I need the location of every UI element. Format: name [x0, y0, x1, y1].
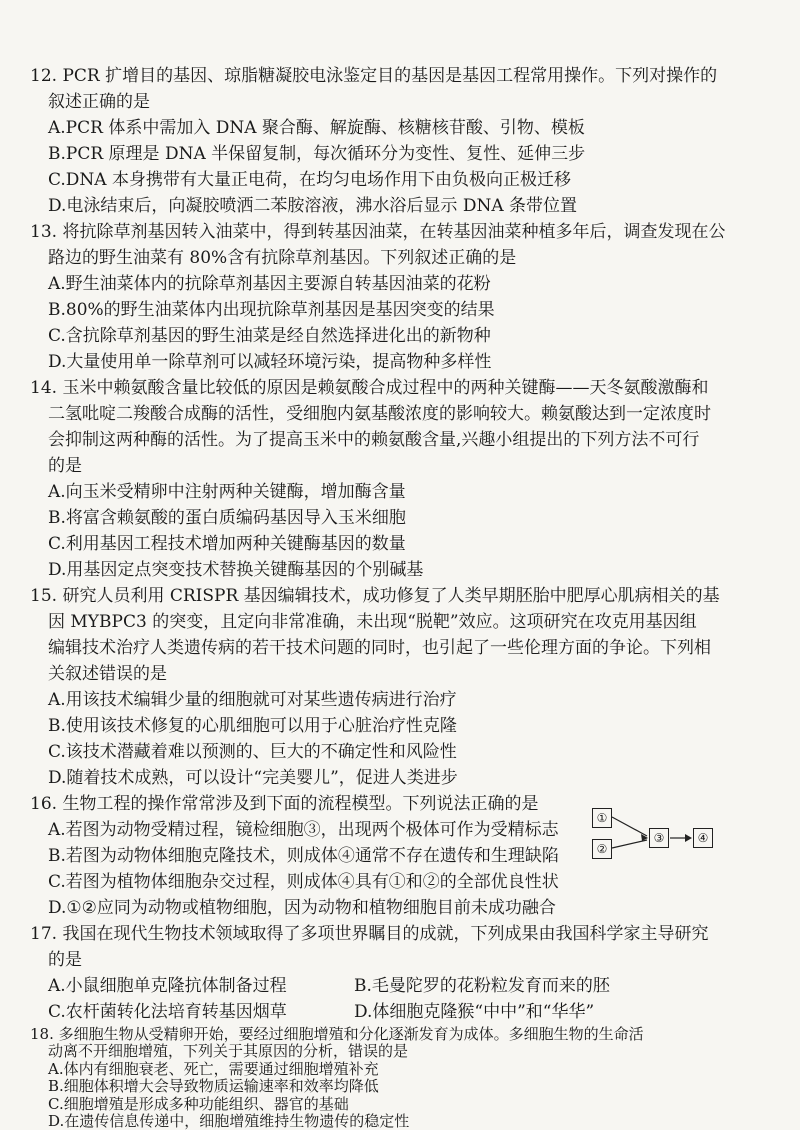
question-stem-line: 动离不开细胞增殖，下列关于其原因的分析，错误的是 [48, 1042, 409, 1061]
question-stem-line: 路边的野生油菜有 80%含有抗除草剂基因。下列叙述正确的是 [48, 248, 517, 268]
question-stem-line: 18. 多细胞生物从受精卵开始，要经过细胞增殖和分化逐渐发育为成体。多细胞生物的生命活 [30, 1025, 644, 1043]
question-stem-line: 叙述正确的是 [48, 92, 150, 112]
option-c: C.DNA 本身携带有大量正电荷，在均匀电场作用下由负极向正极迁移 [48, 170, 571, 190]
option-d: D.随着技术成熟，可以设计“完美婴儿”，促进人类进步 [48, 768, 458, 788]
question-stem-line: 的是 [48, 456, 82, 476]
question-stem-line: 关叙述错误的是 [48, 664, 167, 684]
option-a: A.用该技术编辑少量的细胞就可对某些遗传病进行治疗 [48, 690, 457, 710]
option-b: B.细胞体积增大会导致物质运输速率和效率均降低 [48, 1077, 379, 1096]
option-c: C.若图为植物体细胞杂交过程，则成体④具有①和②的全部优良性状 [48, 872, 559, 892]
question-stem-line: 编辑技术治疗人类遗传病的若干技术问题的同时，也引起了一些伦理方面的争论。下列相 [48, 638, 711, 658]
option-c: C.含抗除草剂基因的野生油菜是经自然选择进化出的新物种 [48, 326, 491, 346]
option-c: C.农杆菌转化法培育转基因烟草 [48, 1002, 287, 1022]
question-stem-line: 的是 [48, 950, 82, 970]
option-a: A.体内有细胞衰老、死亡，需要通过细胞增殖补充 [48, 1059, 379, 1078]
option-d: D.体细胞克隆猴“中中”和“华华” [354, 1002, 595, 1022]
option-b: B.毛曼陀罗的花粉粒发育而来的胚 [354, 976, 610, 996]
question-stem-line: 16. 生物工程的操作常常涉及到下面的流程模型。下列说法正确的是 [30, 794, 539, 814]
question-stem-line: 因 MYBPC3 的突变，且定向非常准确，未出现“脱靶”效应。这项研究在攻克用基因组 [48, 612, 697, 632]
arrowhead-to-4 [685, 834, 692, 842]
option-d: D.用基因定点突变技术替换关键酶基因的个别碱基 [48, 560, 424, 580]
question-stem-line: 12. PCR 扩增目的基因、琼脂糖凝胶电泳鉴定目的基因是基因工程常用操作。下列对操作的 [30, 66, 718, 86]
question-stem-line: 14. 玉米中赖氨酸含量比较低的原因是赖氨酸合成过程中的两种关键酶——天冬氨酸激酶和 [30, 378, 709, 398]
question-stem-line: 会抑制这两种酶的活性。为了提高玉米中的赖氨酸含量,兴趣小组提出的下列方法不可行 [48, 430, 700, 450]
option-b: B.80%的野生油菜体内出现抗除草剂基因是基因突变的结果 [48, 300, 495, 320]
option-d: D.大量使用单一除草剂可以减轻环境污染，提高物种多样性 [48, 352, 492, 372]
option-d: D.①②应同为动物或植物细胞，因为动物和植物细胞目前未成功融合 [48, 898, 556, 918]
question-stem-line: 17. 我国在现代生物技术领域取得了多项世界瞩目的成就，下列成果由我国科学家主导研究 [30, 924, 709, 944]
option-c: C.细胞增殖是形成多种功能组织、器官的基础 [48, 1094, 349, 1113]
option-a: A.向玉米受精卵中注射两种关键酶，增加酶含量 [48, 482, 406, 502]
option-b: B.PCR 原理是 DNA 半保留复制，每次循环分为变性、复性、延伸三步 [48, 144, 586, 164]
diagram-node-2: ② [592, 839, 612, 859]
question-stem-line: 二氢吡啶二羧酸合成酶的活性，受细胞内氨基酸浓度的影响较大。赖氨酸达到一定浓度时 [48, 404, 711, 424]
option-d: D.在遗传信息传递中，细胞增殖维持生物遗传的稳定性 [48, 1112, 410, 1130]
arrow-1-to-3 [612, 817, 647, 836]
option-a: A.若图为动物受精过程，镜检细胞③，出现两个极体可作为受精标志 [48, 820, 559, 840]
option-c: C.利用基因工程技术增加两种关键酶基因的数量 [48, 534, 406, 554]
flow-diagram [592, 808, 722, 868]
diagram-node-3: ③ [649, 828, 669, 848]
question-stem-line: 13. 将抗除草剂基因转入油菜中，得到转基因油菜，在转基因油菜种植多年后，调查发现在公 [30, 222, 726, 242]
option-d: D.电泳结束后，向凝胶喷洒二苯胺溶液，沸水浴后显示 DNA 条带位置 [48, 196, 578, 216]
arrow-2-to-3 [612, 840, 647, 848]
diagram-node-1: ① [592, 808, 612, 828]
question-stem-line: 15. 研究人员利用 CRISPR 基因编辑技术，成功修复了人类早期胚胎中肥厚心肌病相关的基 [30, 586, 720, 606]
option-b: B.使用该技术修复的心肌细胞可以用于心脏治疗性克隆 [48, 716, 457, 736]
option-a: A.PCR 体系中需加入 DNA 聚合酶、解旋酶、核糖核苷酸、引物、模板 [48, 118, 585, 138]
option-a: A.小鼠细胞单克隆抗体制备过程 [48, 976, 287, 996]
diagram-node-4: ④ [693, 828, 713, 848]
option-b: B.若图为动物体细胞克隆技术，则成体④通常不存在遗传和生理缺陷 [48, 846, 559, 866]
option-c: C.该技术潜藏着难以预测的、巨大的不确定性和风险性 [48, 742, 457, 762]
option-a: A.野生油菜体内的抗除草剂基因主要源自转基因油菜的花粉 [48, 274, 491, 294]
option-b: B.将富含赖氨酸的蛋白质编码基因导入玉米细胞 [48, 508, 406, 528]
